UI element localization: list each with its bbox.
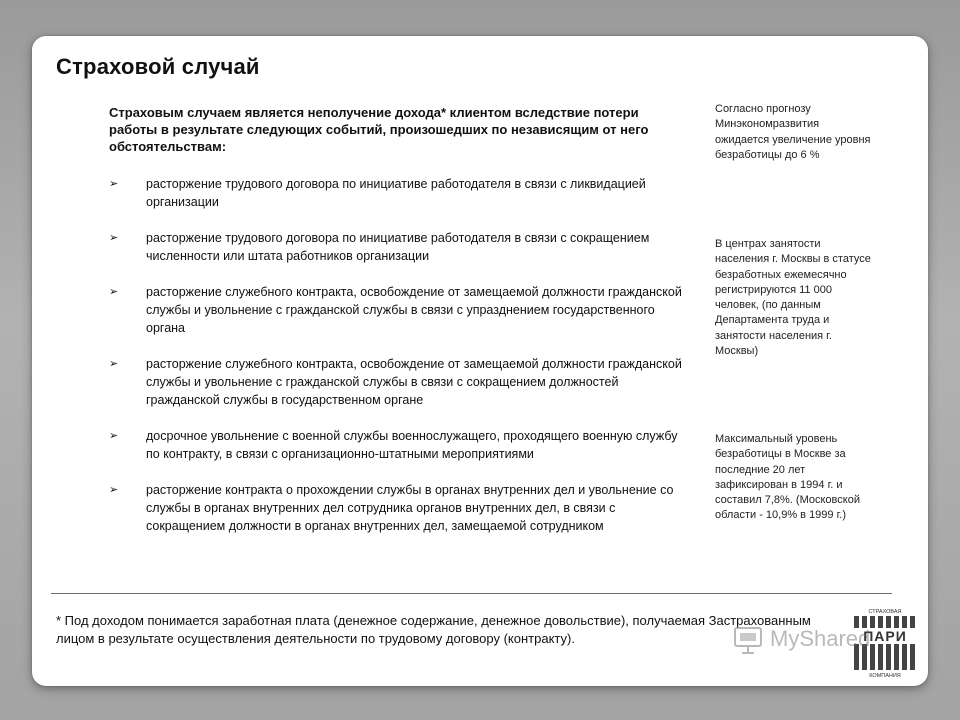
slide-card xyxy=(32,36,928,686)
list-item-text: досрочное увольнение с военной службы военнослужащего, проходящего военную службу по контракту, в связи с организационно-штатными мероприятиями xyxy=(146,429,678,461)
presentation-icon xyxy=(732,622,766,656)
list-item xyxy=(109,481,689,535)
side-note-forecast: Согласно прогнозу Минэкономразвития ожидается увеличение уровня безработицы до 6 % xyxy=(715,103,871,161)
list-item xyxy=(109,175,689,211)
intro-text: Страховым случаем является неполучение дохода* клиентом вследствие потери работы в результате следующих событий, произошедших по независящим от него обстоятельствам: xyxy=(109,105,649,154)
list-item-text: расторжение трудового договора по инициативе работодателя в связи с сокращением численности или штата работников организации xyxy=(146,231,650,263)
footnote: * Под доходом понимается заработная плата (денежное содержание, денежное довольствие), получаемая Застрахованным лицом в результате осуществления деятельности по трудовому договору (контракту). xyxy=(56,613,811,646)
list-item xyxy=(109,427,689,463)
watermark-text: MyShared xyxy=(770,626,871,651)
arrow-bullet-icon: ➢ xyxy=(109,484,119,496)
logo-top-text: СТРАХОВАЯ xyxy=(868,609,902,615)
list-item-text: расторжение служебного контракта, освобождение от замещаемой должности гражданской службы и увольнение с гражданской службы в связи с упразднением государственного органа xyxy=(146,285,682,335)
list-item-text: расторжение контракта о прохождении службы в органах внутренних дел и увольнение со службы в органах внутренних дел сотрудника органов внутренних дел, в связи с сокращением должности в органах внутренних дел, замещаемой сотрудником xyxy=(146,483,674,533)
arrow-bullet-icon: ➢ xyxy=(109,178,119,190)
list-item-text: расторжение трудового договора по инициативе работодателя в связи с ликвидацией организации xyxy=(146,177,646,209)
divider xyxy=(51,593,892,594)
arrow-bullet-icon: ➢ xyxy=(109,358,119,370)
list-item xyxy=(109,283,689,337)
list-item-text: расторжение служебного контракта, освобождение от замещаемой должности гражданской службы и увольнение с гражданской службы в связи с сокращением должностей гражданской службы в государственном органе xyxy=(146,357,682,407)
side-note-max-unemployment: Максимальный уровень безработицы в Москве за последние 20 лет зафиксирован в 1994 г. и составил 7,8%. (Московской области - 10,9% в 1999 г.) xyxy=(715,433,860,522)
side-note-employment-centers: В центрах занятости населения г. Москвы в статусе безработных ежемесячно регистрируются 11 000 человек, (по данным Департамента труда и занятости населения г. Москвы) xyxy=(715,238,871,358)
watermark xyxy=(732,622,902,656)
list-item xyxy=(109,229,689,265)
main-content xyxy=(109,104,689,553)
logo-bottom-text: КОМПАНИЯ xyxy=(869,673,901,678)
logo-name: ПАРИ xyxy=(863,628,907,644)
arrow-bullet-icon: ➢ xyxy=(109,430,119,442)
list-item xyxy=(109,355,689,409)
arrow-bullet-icon: ➢ xyxy=(109,286,119,298)
slide-title: Страховой случай xyxy=(56,54,260,79)
insured-events-list xyxy=(109,175,689,535)
arrow-bullet-icon: ➢ xyxy=(109,232,119,244)
